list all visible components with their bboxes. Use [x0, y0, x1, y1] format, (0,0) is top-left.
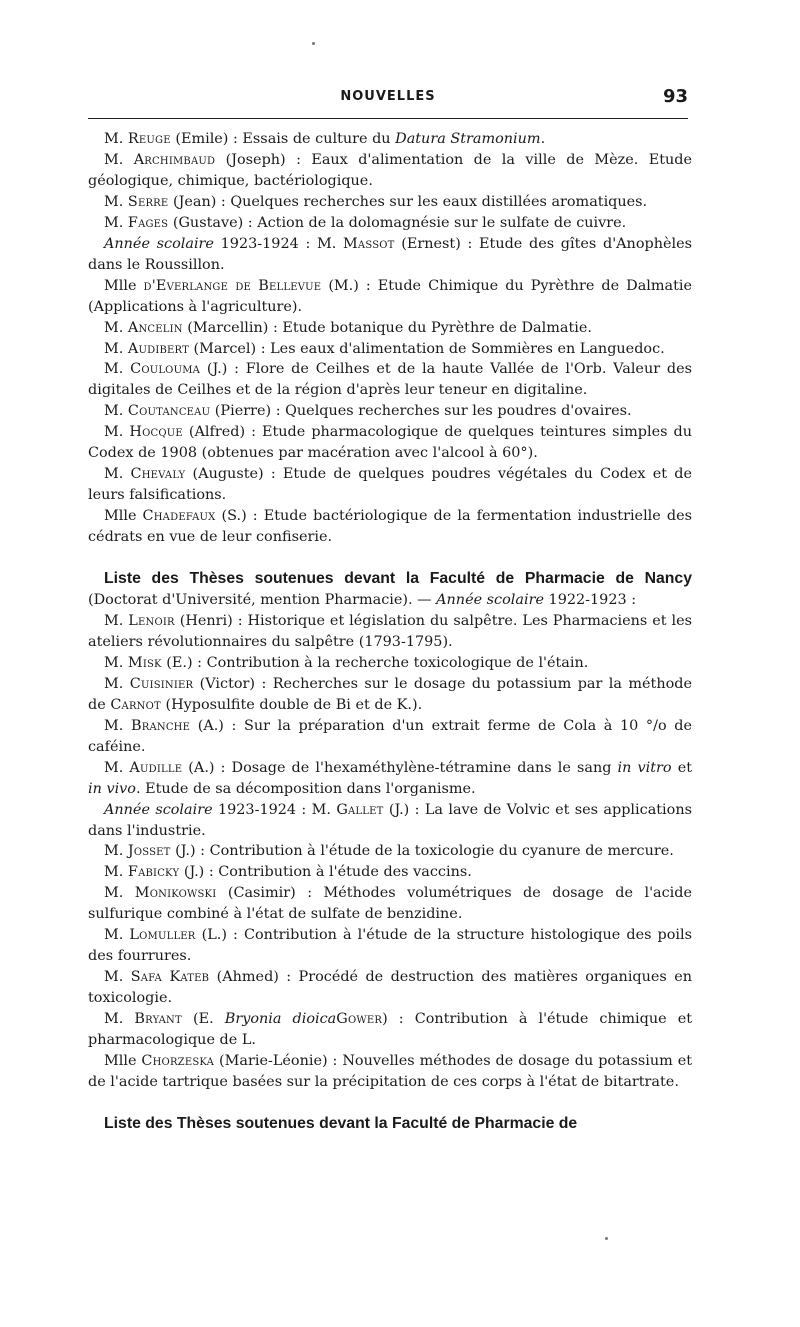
- thesis-entry: M. Reuge (Emile) : Essais de culture du Datura Stramonium.: [104, 131, 546, 147]
- list-heading-next: [88, 1114, 692, 1135]
- heading-rest: (Doctorat d'Université, mention Pharmacie). — Année scolaire 1922-1923 :: [88, 592, 637, 609]
- thesis-entry: M. Coulouma (J.) : Flore de Ceilhes et de la haute Vallée de l'Orb. Valeur des digitales de Ceilhes et de la région d'après leur teneur en digitaline.: [88, 361, 692, 399]
- list-heading-nancy: [88, 569, 692, 611]
- heading-bold: Liste des Thèses soutenues devant la Faculté de Pharmacie de Nancy: [104, 570, 692, 588]
- thesis-entry: M. Ancelin (Marcellin) : Etude botanique du Pyrèthre de Dalmatie.: [104, 319, 592, 336]
- thesis-entry: M. Branche (A.) : Sur la préparation d'un extrait ferme de Cola à 10 °/o de caféine.: [88, 717, 692, 755]
- header-title: NOUVELLES: [340, 89, 436, 104]
- thesis-entry: M. Lenoir (Henri) : Historique et législation du salpêtre. Les Pharmaciens et les ateliers révolutionnaires du salpêtre (1793-1795).: [88, 612, 692, 650]
- running-header: [88, 86, 688, 114]
- thesis-entry: M. Archimbaud (Joseph) : Eaux d'alimentation de la ville de Mèze. Etude géologique, chimique, bactériologique.: [88, 151, 692, 189]
- thesis-entry: M. Audibert (Marcel) : Les eaux d'alimentation de Sommières en Languedoc.: [104, 340, 665, 357]
- thesis-entry: Année scolaire 1923-1924 : M. Massot (Ernest) : Etude des gîtes d'Anophèles dans le Roussillon.: [88, 235, 692, 273]
- thesis-entry: M. Bryant (E. Bryonia dioicaGower) : Contribution à l'étude chimique et pharmacologique de L.: [88, 1011, 692, 1049]
- thesis-entry: M. Fages (Gustave) : Action de la dolomagnésie sur le sulfate de cuivre.: [104, 214, 627, 231]
- thesis-entry: M. Fabicky (J.) : Contribution à l'étude des vaccins.: [104, 864, 472, 881]
- thesis-entry: M. Coutanceau (Pierre) : Quelques recherches sur les poudres d'ovaires.: [104, 403, 632, 420]
- thesis-entry: Année scolaire 1923-1924 : M. Gallet (J.) : La lave de Volvic et ses applications dans l'industrie.: [88, 801, 692, 839]
- heading-bold: Liste des Thèses soutenues devant la Faculté de Pharmacie de: [104, 1114, 578, 1132]
- scan-speck: [605, 1237, 608, 1240]
- thesis-entry: M. Audille (A.) : Dosage de l'hexaméthylène-tétramine dans le sang in vitro et in vivo. Etude de sa décomposition dans l'organisme.: [88, 759, 692, 797]
- entries-montpellier: [88, 129, 692, 548]
- thesis-entry: M. Josset (J.) : Contribution à l'étude de la toxicologie du cyanure de mercure.: [104, 843, 674, 860]
- body-text: [88, 129, 692, 1135]
- header-rule: [88, 118, 688, 119]
- thesis-entry: M. Chevaly (Auguste) : Etude de quelques poudres végétales du Codex et de leurs falsifications.: [88, 466, 692, 504]
- scan-speck: [312, 42, 315, 45]
- thesis-entry: Mlle d'Everlange de Bellevue (M.) : Etude Chimique du Pyrèthre de Dalmatie (Applications à l'agriculture).: [88, 277, 693, 315]
- thesis-entry: Mlle Chadefaux (S.) : Etude bactériologique de la fermentation industrielle des cédrats en vue de leur confiserie.: [88, 508, 692, 546]
- thesis-entry: M. Hocque (Alfred) : Etude pharmacologique de quelques teintures simples du Codex de 1908 (obtenues par macération avec l'alcool à 60°).: [88, 424, 693, 462]
- thesis-entry: Mlle Chorzeska (Marie-Léonie) : Nouvelles méthodes de dosage du potassium et de l'acide tartrique basées sur la précipitation de ces corps à l'état de bitartrate.: [88, 1052, 692, 1090]
- thesis-entry: M. Misk (E.) : Contribution à la recherche toxicologique de l'étain.: [104, 654, 589, 671]
- thesis-entry: M. Serre (Jean) : Quelques recherches sur les eaux distillées aromatiques.: [104, 193, 648, 210]
- thesis-entry: M. Safa Kateb (Ahmed) : Procédé de destruction des matières organiques en toxicologie.: [88, 969, 692, 1007]
- page-number: 93: [662, 86, 688, 107]
- thesis-entry: M. Cuisinier (Victor) : Recherches sur le dosage du potassium par la méthode de Carnot (Hyposulfite double de Bi et de K.).: [88, 675, 692, 713]
- thesis-entry: M. Monikowski (Casimir) : Méthodes volumétriques de dosage de l'acide sulfurique combiné à l'état de sulfate de benzidine.: [88, 885, 692, 923]
- thesis-entry: M. Lomuller (L.) : Contribution à l'étude de la structure histologique des poils des fourrures.: [88, 927, 693, 965]
- entries-nancy: [88, 611, 692, 1093]
